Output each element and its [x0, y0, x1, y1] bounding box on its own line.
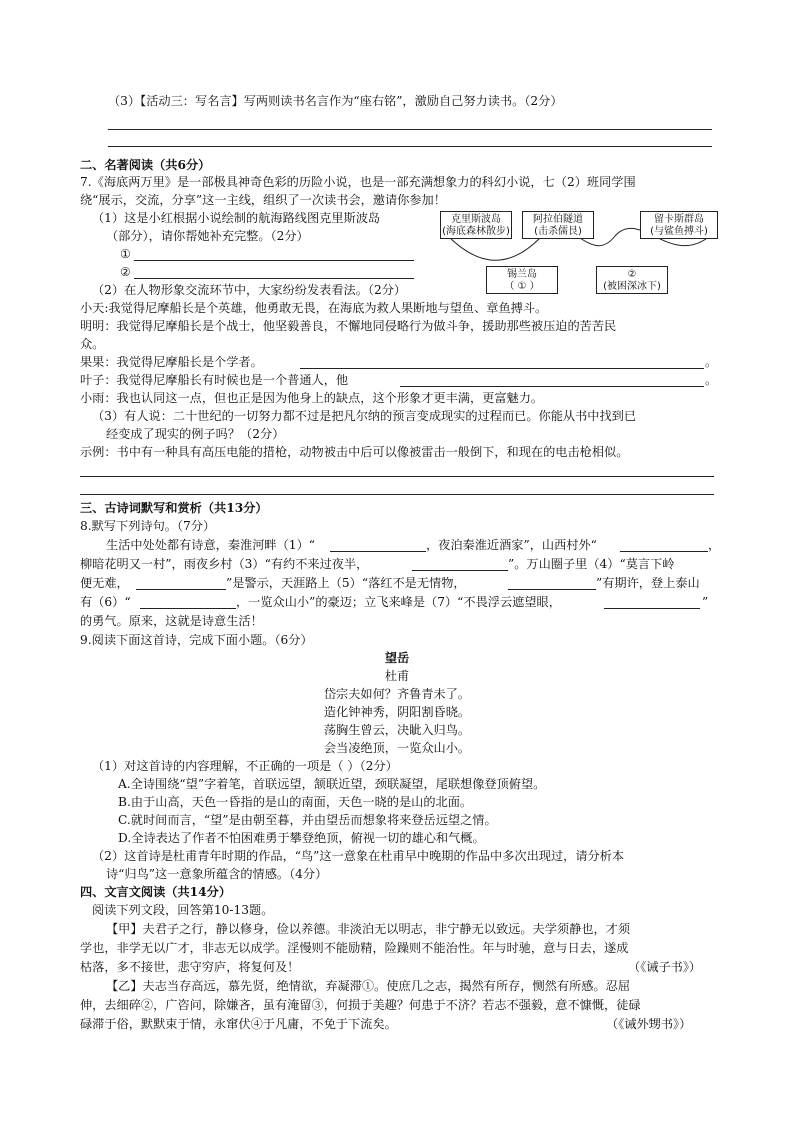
passage-yi-source: （《诫外甥书》） [606, 1017, 692, 1031]
fill-text: 生活中处处都有诗意，秦淮河畔（1）“ [106, 538, 315, 552]
blank-label-1: ① [120, 247, 131, 261]
option-b[interactable]: B.由于山高，天色一昏指的是山的南面，天色一晓的是山的北面。 [118, 795, 473, 809]
map-box-label: (击杀儒艮) [534, 226, 582, 237]
fill-text: 便无难， [80, 576, 129, 590]
fill-text: 柳暗花明又一村”，雨夜乡村（3）“有约不来过夜半， [80, 557, 369, 571]
fill-blank-7[interactable] [604, 608, 700, 609]
mingming-comment: 众。 [80, 337, 105, 351]
fill-text: ，一览众山小”的豪迈；立飞来峰是（7）“不畏浮云遮望眼， [236, 595, 561, 609]
xiaotian-comment: 小天:我觉得尼摩船长是个英雄，他勇敢无畏，在海底为救人果断地与望鱼、章鱼搏斗。 [80, 301, 548, 315]
map-box-christmas-island [440, 211, 512, 239]
map-box-label: 锡兰岛 [507, 269, 537, 280]
answer-line [108, 129, 712, 130]
map-box-label: (被困深冰下) [603, 281, 661, 292]
option-a[interactable]: A.全诗围绕“望”字着笔，首联远望，颔联近望，颈联凝望，尾联想像登顶俯望。 [118, 777, 546, 791]
section-2-title: 二、名著阅读（共6分） [80, 158, 211, 172]
fill-blank-1[interactable] [330, 551, 426, 552]
poem-title: 望岳 [384, 651, 410, 665]
fill-text: ， [708, 538, 721, 552]
map-box-label: 阿拉伯隧道 [533, 214, 583, 225]
q9-text: 9.阅读下面这首诗，完成下面小题。（6分） [80, 633, 313, 647]
option-c[interactable]: C.就时间而言，“望”是由朝至暮，并由望岳而想象将来登岳远望之情。 [118, 813, 497, 827]
map-box-label: ② [627, 269, 637, 280]
map-box-lucas-islands [640, 211, 718, 239]
passage-jia: 枯落，多不接世，悲守穷庐，将复何及！ [80, 960, 300, 974]
q7-3-text: 经变成了现实的例子吗？（2分） [106, 427, 285, 441]
yezi-comment: 叶子：我觉得尼摩船长有时候也是一个普通人，他 [80, 373, 349, 387]
q8-text: 8.默写下列诗句。（7分） [80, 519, 216, 533]
q7-1-text: （1）这是小红根据小说绘制的航海路线图克里斯波岛 [92, 211, 381, 225]
q7-text: 7.《海底两万里》是一部极具神奇色彩的历险小说，也是一部充满想象力的科幻小说，七（2）班同学围 [80, 175, 636, 189]
q9-2-text: （2）这首诗是杜甫青年时期的作品，“鸟”这一意象在杜甫早中晚期的作品中多次出现过，请分析本 [92, 849, 625, 863]
fill-text: 的勇气。原来，这就是诗意生活！ [80, 614, 263, 628]
section-4-title: 四、文言文阅读（共14分） [80, 885, 232, 899]
poem-line: 造化钟神秀，阴阳割昏晓。 [323, 705, 471, 719]
mingming-comment: 明明：我觉得尼摩船长是个战士，他坚毅善良，不懈地同侵略行为做斗争，援助那些被压迫的苦苦民 [80, 319, 617, 333]
answer-line-yezi[interactable] [400, 386, 704, 387]
q7-3-text: （3）有人说：二十世纪的一切努力都不过是把凡尔纳的预言变成现实的过程而已。你能从书中找到已 [92, 409, 637, 423]
passage-jia-source: （《诫子书》） [628, 960, 702, 974]
answer-line[interactable] [80, 476, 714, 477]
fill-text: ”是警示，天涯路上（5）“落红不是无情物， [226, 576, 466, 590]
option-d[interactable]: D.全诗表达了作者不怕困难勇于攀登绝顶，俯视一切的雄心和气概。 [118, 831, 485, 845]
poem-line: 岱宗夫如何？齐鲁青未了。 [323, 687, 471, 701]
fill-text: ，夜泊秦淮近酒家”，山西村外“ [426, 538, 597, 552]
reading-intro: 阅读下列文段，回答第10-13题。 [92, 903, 274, 917]
poem-line: 荡胸生曾云，决眦入归鸟。 [323, 723, 471, 737]
map-box-label: 克里斯波岛 [451, 214, 501, 225]
fill-text: ”。万山圈子里（4）“莫言下岭 [508, 557, 675, 571]
q9-1-text: （1）对这首诗的内容理解，不正确的一项是（ ）（2分） [92, 759, 398, 773]
period: 。 [705, 355, 718, 369]
q9-2-text: 诗“归鸟”这一意象所蕴含的情感。（4分） [106, 867, 328, 881]
fill-blank-4[interactable] [136, 589, 226, 590]
fill-blank-3[interactable] [412, 570, 508, 571]
map-box-blank-2 [596, 266, 668, 294]
xiaoyu-comment: 小雨：我也认同这一点，但也正是因为他身上的缺点，这个形象才更丰满，更富魅力。 [80, 391, 544, 405]
guoguo-comment: 果果：我觉得尼摩船长是个学者。 [80, 355, 263, 369]
answer-line[interactable] [80, 494, 714, 495]
q7-text: 绕“展示，交流，分享”这一主线，组织了一次读书会，邀请你参加！ [80, 193, 446, 207]
poem-line: 会当凌绝顶，一览众山小。 [323, 741, 471, 755]
example-answer: 示例：书中有一种具有高压电能的措枪，动物被击中后可以像被雷击一般倒下，和现在的电击枪相似。 [80, 445, 629, 459]
map-box-label: (海底森林散步) [442, 226, 510, 237]
answer-line-guoguo[interactable] [300, 368, 704, 369]
fill-text: ”有期许，登上泰山 [596, 576, 700, 590]
passage-yi: 碌滞于俗，默默束于情，永窜伏④于凡庸，不免于下流矣。 [80, 1017, 397, 1031]
passage-jia: 学也，非学无以广才，非志无以成学。淫慢则不能励精，险躁则不能治性。年与时驰，意与日去，遂成 [80, 941, 629, 955]
map-box-label: (与鲨鱼搏斗) [650, 226, 708, 237]
activity3-question: （3）【活动三：写名言】写两则读书名言作为“座右铭”，激励自己努力读书。（2分） [108, 94, 563, 108]
passage-jia: 【甲】夫君子之行，静以修身，俭以养德。非淡泊无以明志，非宁静无以致远。夫学须静也，才须 [106, 922, 631, 936]
blank-label-2: ② [120, 265, 131, 279]
answer-line [108, 146, 712, 147]
period: 。 [705, 373, 718, 387]
map-box-label: （ ① ） [504, 281, 540, 292]
fill-text: ” [702, 595, 709, 609]
q7-1-text: （部分），请你帮她补充完整。（2分） [106, 229, 309, 243]
map-box-label: 留卡斯群岛 [654, 214, 704, 225]
fill-blank-5[interactable] [508, 589, 596, 590]
map-box-arabian-tunnel [522, 211, 594, 239]
passage-yi: 伸，去细碎②，广咨问，除嫌吝，虽有淹留③，何损于美趣？何患于不济？若志不强毅，意不慷慨，徒碌 [80, 998, 641, 1012]
fill-blank-2[interactable] [620, 551, 708, 552]
fill-text: 有（6）“ [80, 595, 131, 609]
poem-author: 杜甫 [384, 669, 410, 683]
fill-blank-6[interactable] [140, 608, 236, 609]
q7-2-text: （2）在人物形象交流环节中，大家纷纷发表看法。（2分） [92, 283, 407, 297]
section-3-title: 三、古诗词默写和赏析（共13分） [80, 501, 268, 515]
map-box-ceylon [486, 266, 558, 294]
answer-line-1[interactable] [134, 260, 414, 261]
passage-yi: 【乙】夫志当存高远，慕先贤，绝情欲，弃凝滞①。使庶几之志，揭然有所存，恻然有所感。忍屈 [106, 979, 631, 993]
answer-line-2[interactable] [134, 278, 414, 279]
